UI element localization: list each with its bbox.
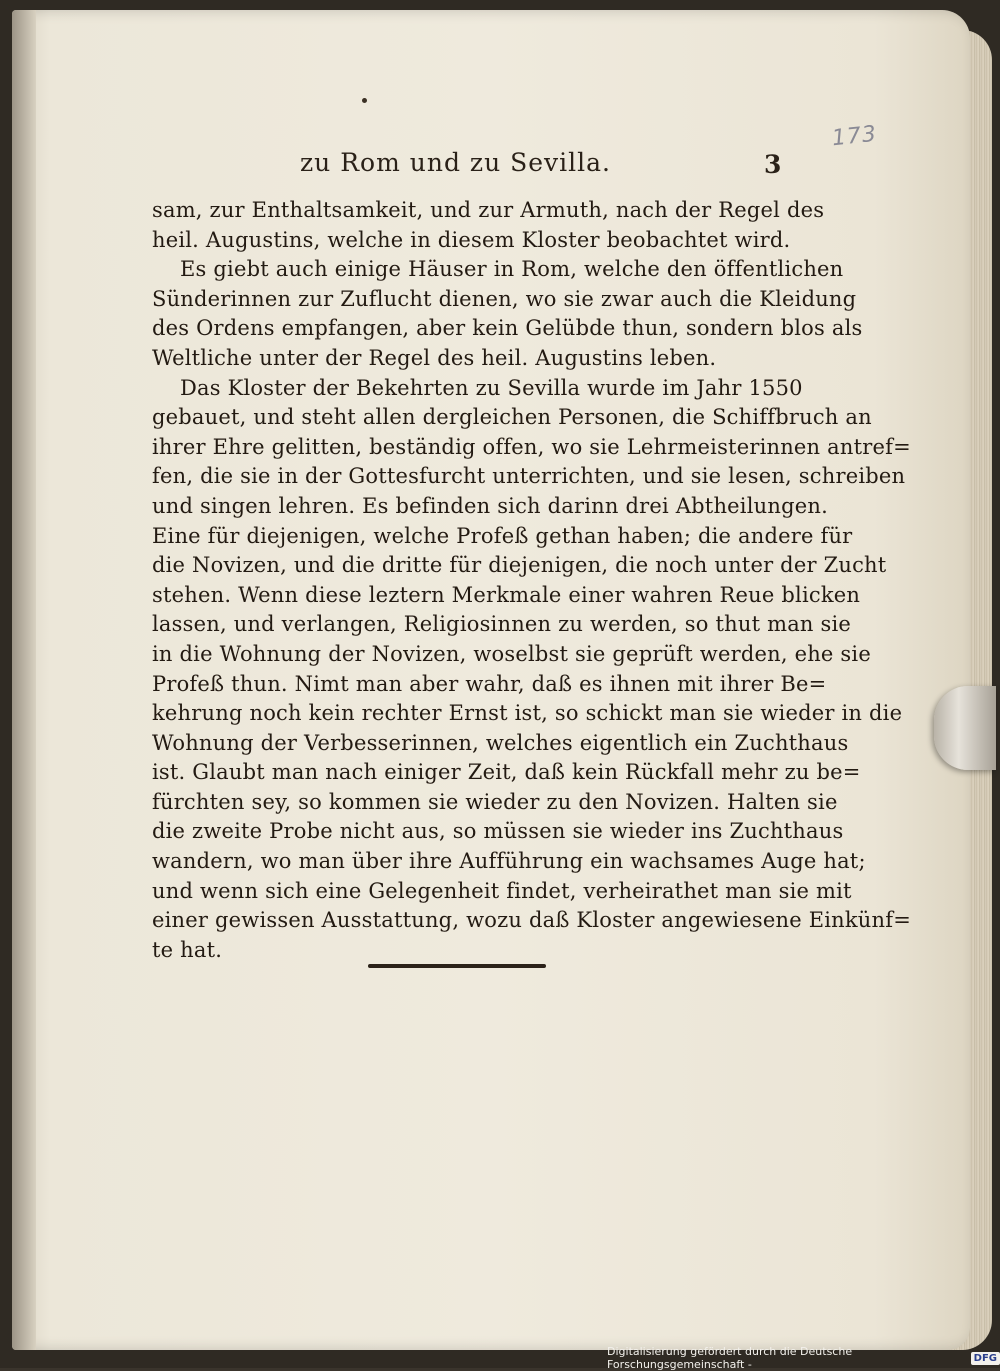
- text-line: und wenn sich eine Gelegenheit findet, verheirathet man sie mit: [152, 878, 852, 903]
- text-line: und singen lehren. Es befinden sich darinn drei Abtheilungen.: [152, 493, 828, 518]
- footer-text: Digitalisierung gefördert durch die Deutsche Forschungsgemeinschaft -: [607, 1345, 853, 1371]
- text-line: Sünderinnen zur Zuflucht dienen, wo sie zwar auch die Kleidung: [152, 286, 857, 311]
- text-line: Profeß thun. Nimt man aber wahr, daß es ihnen mit ihrer Be=: [152, 671, 827, 696]
- ink-dot: [362, 98, 367, 103]
- gutter-shadow: [12, 10, 36, 1350]
- text-line: ihrer Ehre gelitten, beständig offen, wo sie Lehrmeisterinnen antref=: [152, 434, 911, 459]
- text-line: wandern, wo man über ihre Aufführung ein wachsames Auge hat;: [152, 849, 866, 874]
- page-clip: [934, 686, 996, 770]
- text-line: fürchten sey, so kommen sie wieder zu den Novizen. Halten sie: [152, 789, 838, 814]
- text-line: heil. Augustins, welche in diesem Kloster beobachtet wird.: [152, 227, 791, 252]
- text-line: lassen, und verlangen, Religiosinnen zu werden, so thut man sie: [152, 612, 852, 637]
- text-line: Eine für diejenigen, welche Profeß gethan haben; die andere für: [152, 523, 853, 548]
- text-line: Das Kloster der Bekehrten zu Sevilla wurde im Jahr 1550: [180, 375, 803, 400]
- text-line: kehrung noch kein rechter Ernst ist, so schickt man sie wieder in die: [152, 701, 903, 726]
- text-line: die Novizen, und die dritte für diejenigen, die noch unter der Zucht: [152, 553, 887, 578]
- page-number: 3: [764, 150, 782, 179]
- text-line: des Ordens empfangen, aber kein Gelübde thun, sondern blos als: [152, 316, 863, 341]
- text-line: Es giebt auch einige Häuser in Rom, welche den öffentlichen: [180, 257, 844, 282]
- text-line: sam, zur Enthaltsamkeit, und zur Armuth, nach der Regel des: [152, 198, 825, 222]
- text-line: gebauet, und steht allen dergleichen Personen, die Schiffbruch an: [152, 405, 872, 430]
- body-text: [152, 196, 912, 965]
- text-line: Wohnung der Verbesserinnen, welches eigentlich ein Zuchthaus: [152, 730, 849, 755]
- text-line: ist. Glaubt man nach einiger Zeit, daß kein Rückfall mehr zu be=: [152, 760, 861, 785]
- pencil-folio-number: 173: [830, 121, 879, 152]
- text-line: die zweite Probe nicht aus, so müssen sie wieder ins Zuchthaus: [152, 819, 844, 844]
- text-line: stehen. Wenn diese leztern Merkmale einer wahren Reue blicken: [152, 582, 861, 607]
- dfg-logo-icon: DFG: [971, 1352, 1000, 1365]
- footer-credit: [607, 1345, 1000, 1371]
- running-head: zu Rom und zu Sevilla.: [300, 148, 612, 177]
- text-line: einer gewissen Ausstattung, wozu daß Kloster angewiesene Einkünf=: [152, 908, 912, 933]
- text-line: te hat.: [152, 937, 223, 962]
- text-line: Weltliche unter der Regel des heil. Augustins leben.: [152, 345, 717, 370]
- text-line: in die Wohnung der Novizen, woselbst sie geprüft werden, ehe sie: [152, 641, 871, 666]
- text-line: fen, die sie in der Gottesfurcht unterrichten, und sie lesen, schreiben: [152, 464, 906, 489]
- end-rule: [368, 964, 546, 968]
